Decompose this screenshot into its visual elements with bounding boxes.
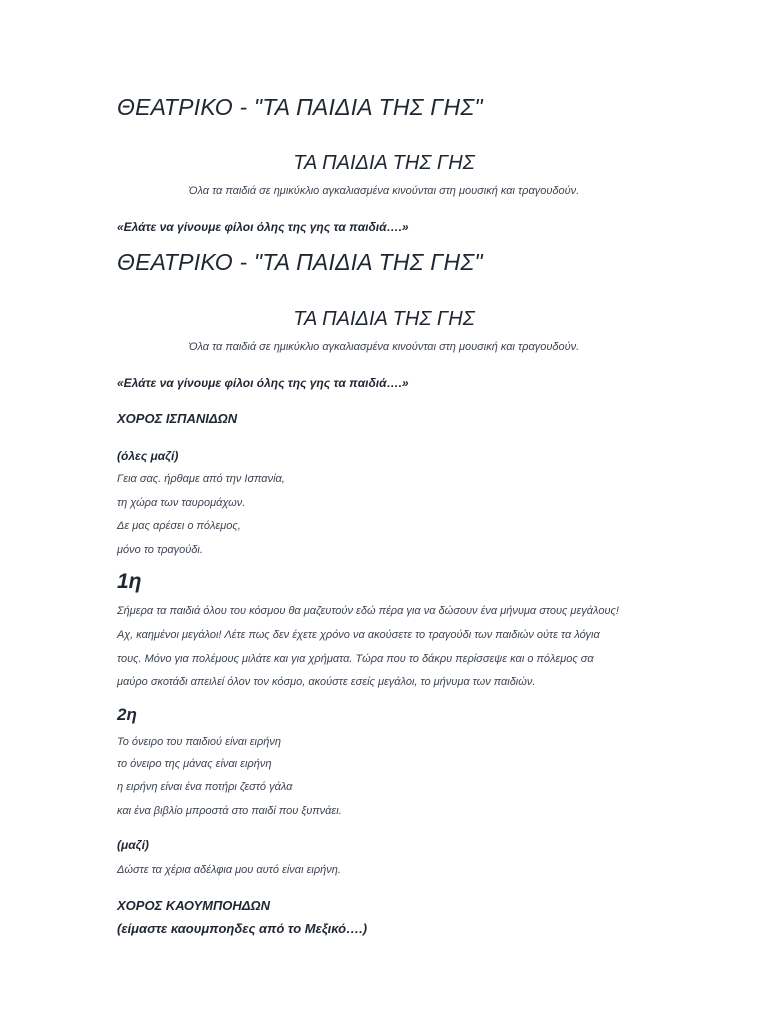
part-1-line: Σήμερα τα παιδιά όλου του κόσμου θα μαζευτούν εδώ πέρα για να δώσουν ένα μήνυμα στους μεγάλους! xyxy=(117,605,619,617)
song-line-2: «Ελάτε να γίνουμε φίλοι όλης της γης τα παιδιά….» xyxy=(117,376,409,390)
document-title-1: ΘΕΑΤΡΙΚΟ - "ΤΑ ΠΑΙΔΙΑ ΤΗΣ ΓΗΣ" xyxy=(117,94,483,120)
together-line: Δώστε τα χέρια αδέλφια μου αυτό είναι ειρήνη. xyxy=(117,864,341,876)
spanish-line: Δε μας αρέσει ο πόλεμος, xyxy=(117,520,241,532)
part-1-line: μαύρο σκοτάδι απειλεί όλον τον κόσμο, ακούστε εσείς μεγάλοι, το μήνυμα των παιδιών. xyxy=(117,676,536,688)
cowboys-line: (είμαστε καουμποηδες από το Μεξικό….) xyxy=(117,921,368,936)
document-title-2: ΘΕΑΤΡΙΚΟ - "ΤΑ ΠΑΙΔΙΑ ΤΗΣ ΓΗΣ" xyxy=(117,249,483,275)
part-2-line: το όνειρο της μάνας είναι ειρήνη xyxy=(117,758,272,770)
part-2-line: Το όνειρο του παιδιού είναι ειρήνη xyxy=(117,736,281,748)
song-line-1: «Ελάτε να γίνουμε φίλοι όλης της γης τα παιδιά….» xyxy=(117,220,409,234)
spanish-line: Γεια σας. ήρθαμε από την Ισπανία, xyxy=(117,473,285,485)
section-heading-cowboys: ΧΟΡΟΣ ΚΑΟΥΜΠΟΗΔΩΝ xyxy=(117,898,271,913)
part-2-line: η ειρήνη είναι ένα ποτήρι ζεστό γάλα xyxy=(117,781,293,793)
play-heading-2: ΤΑ ΠΑΙΔΙΑ ΤΗΣ ΓΗΣ xyxy=(293,308,475,330)
section-heading-spanish: ΧΟΡΟΣ ΙΣΠΑΝΙΔΩΝ xyxy=(117,411,238,426)
play-heading-1: ΤΑ ΠΑΙΔΙΑ ΤΗΣ ΓΗΣ xyxy=(293,152,475,174)
stage-direction-2: Όλα τα παιδιά σε ημικύκλιο αγκαλιασμένα κινούνται στη μουσική και τραγουδούν. xyxy=(188,341,580,353)
part-1-label: 1η xyxy=(117,570,142,593)
part-1-line: τους. Μόνο για πολέμους μιλάτε και για χρήματα. Τώρα που το δάκρυ περίσσεψε και ο πόλεμος σα xyxy=(117,653,594,665)
stage-direction-1: Όλα τα παιδιά σε ημικύκλιο αγκαλιασμένα κινούνται στη μουσική και τραγουδούν. xyxy=(188,185,580,197)
all-together-label-2: (μαζί) xyxy=(117,838,149,852)
part-1-line: Αχ, καημένοι μεγάλοι! Λέτε πως δεν έχετε χρόνο να ακούσετε το τραγούδι των παιδιών ούτε τα λόγια xyxy=(117,629,600,641)
spanish-line: μόνο το τραγούδι. xyxy=(117,544,203,556)
spanish-line: τη χώρα των ταυρομάχων. xyxy=(117,497,246,509)
part-2-label: 2η xyxy=(117,705,137,724)
part-2-line: και ένα βιβλίο μπροστά στο παιδί που ξυπνάει. xyxy=(117,805,342,817)
all-together-label-1: (όλες μαζί) xyxy=(117,449,179,463)
